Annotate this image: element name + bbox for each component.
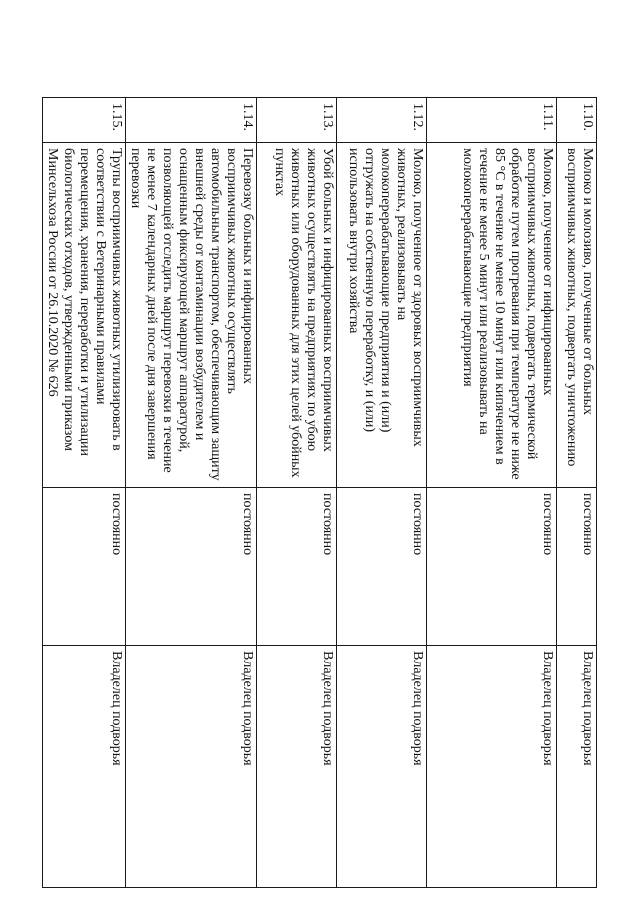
responsible-party: Владелец подворья [257,646,337,888]
item-number: 1.11. [427,98,557,143]
measure-description: Молоко, полученное от здоровых восприимчивых животных, реализовывать на молокоперерабатывающие предприятия и (или) отгружать на собственную переработку, и (или) использовать внутри хозяйства [337,143,427,488]
measure-term: постоянно [126,488,257,646]
measure-term: постоянно [557,488,597,646]
item-number: 1.12. [337,98,427,143]
item-number: 1.14. [126,98,257,143]
measure-term: постоянно [43,488,126,646]
table-row [337,98,427,888]
item-number: 1.13. [257,98,337,143]
measure-description: Молоко, полученное от инфицированных восприимчивых животных, подвергать термической обработке путем прогревания при температуре не ниже 85 °С в течение не менее 10 минут или кипячением в течение не менее 5 минут или реализовывать на молокоперерабатывающие предприятия [427,143,557,488]
responsible-party: Владелец подворья [557,646,597,888]
table-row [427,98,557,888]
measure-description: Перевозку больных и инфицированных восприимчивых животных осуществлять автомобильным транспортом, обеспечивающим защиту внешней среды от контаминации возбудителем и оснащенным фиксирующей маршрут аппаратурой, позволяющей отследить маршрут перевозки в течение не менее 7 календарных дней после дня завершения перевозки [126,143,257,488]
responsible-party: Владелец подворья [43,646,126,888]
measure-term: постоянно [257,488,337,646]
measure-description: Молоко и молозиво, полученные от больных восприимчивых животных, подвергать уничтожению [557,143,597,488]
rotated-table-container [45,97,597,887]
table-row [557,98,597,888]
measure-term: постоянно [337,488,427,646]
table-row [257,98,337,888]
measure-description: Убой больных и инфицированных восприимчивых животных осуществлять на предприятиях по убою животных или оборудованных для этих целей убойных пунктах [257,143,337,488]
table-row [126,98,257,888]
responsible-party: Владелец подворья [427,646,557,888]
measure-term: постоянно [427,488,557,646]
measures-table [42,97,597,888]
item-number: 1.10. [557,98,597,143]
measure-description: Трупы восприимчивых животных утилизировать в соответствии с Ветеринарными правилами перемещения, хранения, переработки и утилизации биологических отходов, утвержденными приказом Минсельхоза России от 26.10.2020 № 626 [43,143,126,488]
responsible-party: Владелец подворья [337,646,427,888]
item-number: 1.15. [43,98,126,143]
table-row [43,98,126,888]
responsible-party: Владелец подворья [126,646,257,888]
